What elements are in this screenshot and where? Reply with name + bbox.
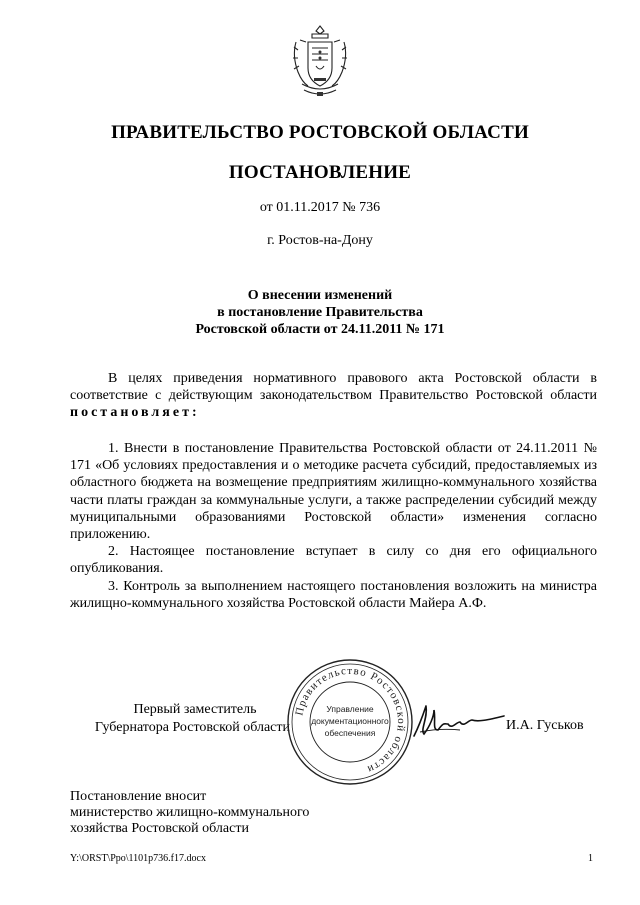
- coat-of-arms-icon: [290, 22, 350, 100]
- stamp-center-line: документационного: [311, 716, 389, 726]
- city: г. Ростов-на-Дону: [267, 233, 373, 248]
- submitted-line: министерство жилищно-коммунального: [70, 805, 310, 820]
- page-number: 1: [588, 853, 593, 864]
- handwritten-signature: [410, 700, 508, 742]
- submitted-line: хозяйства Ростовской области: [70, 821, 249, 836]
- signatory-title-line: Губернатора Ростовской области: [94, 720, 290, 735]
- subject-line: О внесении изменений: [247, 288, 393, 303]
- document-type: ПОСТАНОВЛЕНИЕ: [228, 162, 412, 183]
- decree-item-3: 3. Контроль за выполнением настоящего постановления возложить на министра жилищно-коммунального хозяйства Ростовской области Майера А.Ф.: [70, 578, 597, 611]
- official-stamp: [284, 656, 416, 788]
- subject-line: в постановление Правительства: [217, 305, 423, 320]
- government-title: ПРАВИТЕЛЬСТВО РОСТОВСКОЙ ОБЛАСТИ: [111, 122, 529, 143]
- subject-line: Ростовской области от 24.11.2011 № 171: [195, 322, 445, 337]
- intro-text: В целях приведения нормативного правового акта Ростовской области в соответствие с действующим законодательством Правительство Ростовской области: [70, 371, 597, 404]
- decree-word: постановляет:: [70, 405, 200, 421]
- stamp-center-line: Управление: [326, 704, 374, 714]
- signatory-title-line: Первый заместитель: [133, 702, 257, 717]
- decree-item-2: 2. Настоящее постановление вступает в силу со дня его официального опубликования.: [70, 544, 597, 577]
- submitted-line: Постановление вносит: [70, 789, 207, 804]
- signatory-title: [70, 701, 290, 737]
- document-subject: [0, 287, 640, 338]
- submitted-by: [70, 789, 390, 837]
- file-path: Y:\ORST\Ppo\1101p736.f17.docx: [70, 853, 206, 864]
- stamp-ring-text: Правительство Ростовской области: [293, 664, 408, 776]
- decree-item-1: 1. Внести в постановление Правительства Ростовской области от 24.11.2011 № 171 «Об условиях предоставления и о методике расчета субсидий, предоставляемых из областного бюджета на возмещение предприятиям жилищно-коммунального хозяйства части платы граждан за коммунальные услуги, а также распределении субсидий между муниципальными образованиями Ростовской области» изменения согласно приложению.: [70, 441, 597, 543]
- decree-items: [70, 440, 597, 612]
- intro-paragraph: [70, 370, 597, 422]
- signatory-name: И.А. Гуськов: [506, 718, 584, 733]
- stamp-center-line: обеспечения: [324, 728, 376, 738]
- date-number: от 01.11.2017 № 736: [259, 200, 381, 215]
